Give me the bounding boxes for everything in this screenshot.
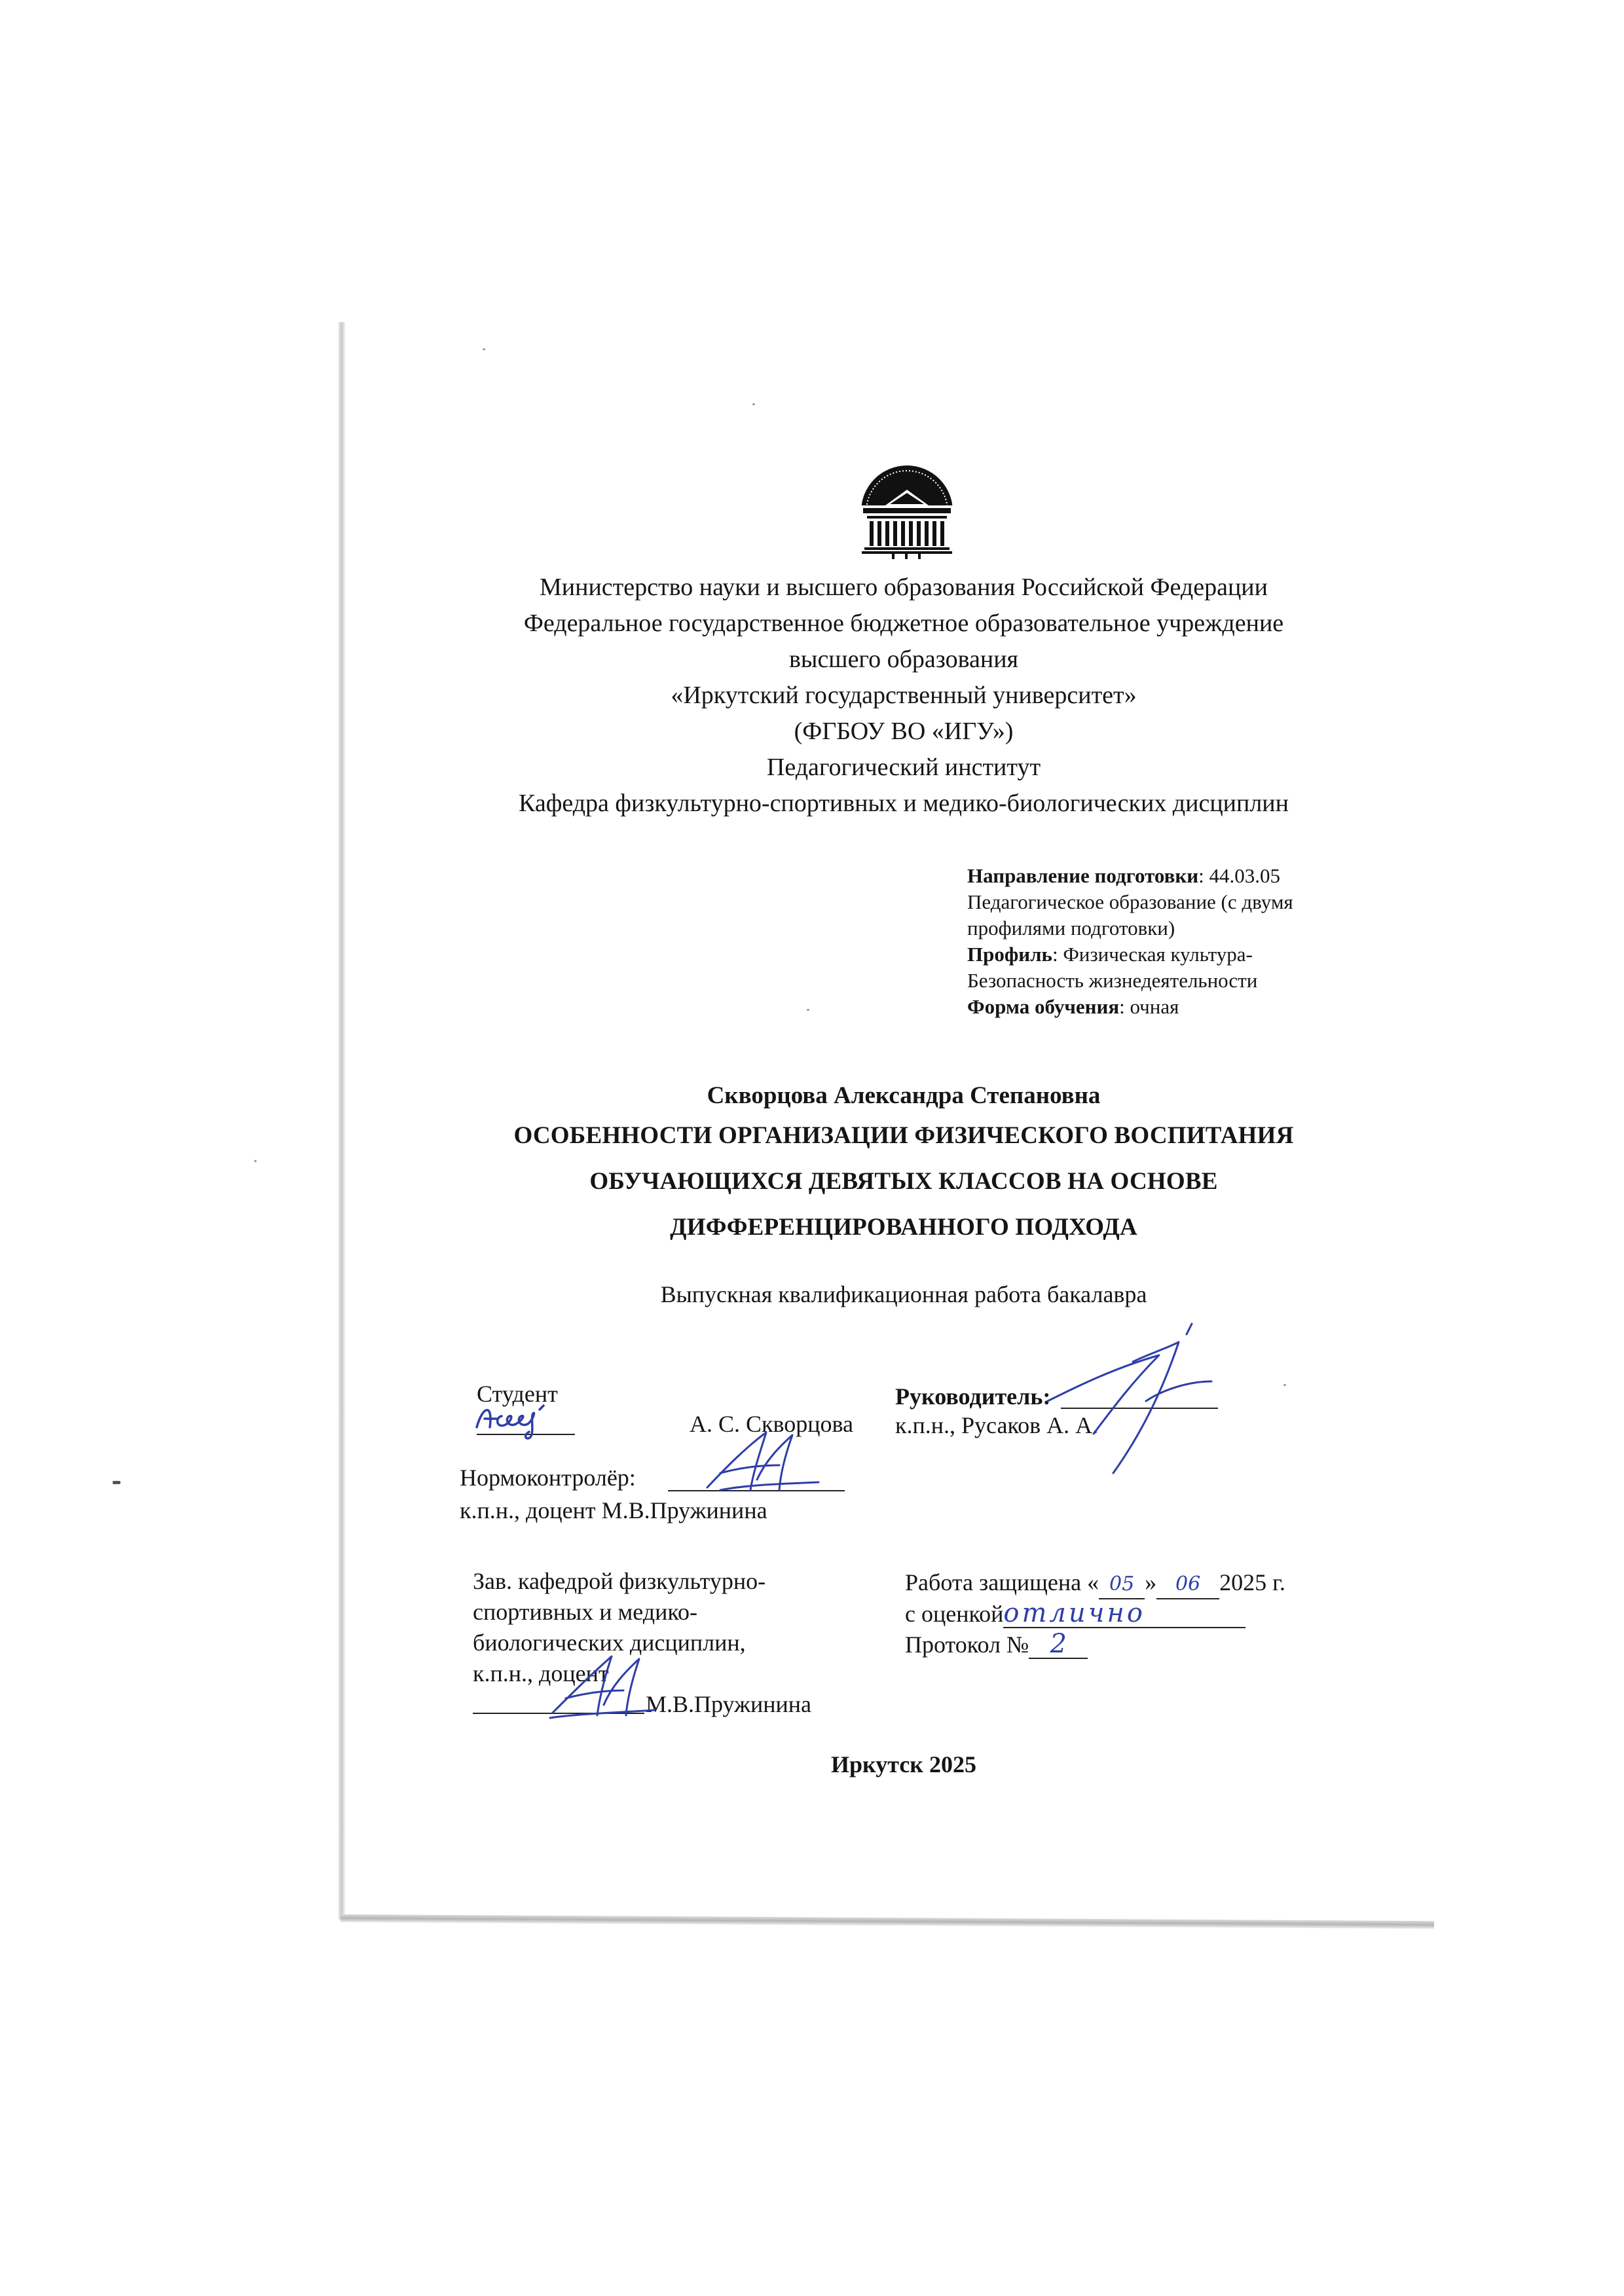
protocol-line bbox=[905, 1630, 1088, 1659]
head-title-line-3: биологических дисциплин, bbox=[473, 1630, 746, 1656]
scan-page-edge-bottom bbox=[341, 1914, 1434, 1929]
direction-name: Педагогическое образование (с двумя профилями подготовки) bbox=[967, 890, 1293, 939]
study-form-label: Форма обучения bbox=[967, 995, 1120, 1018]
institution-header bbox=[406, 570, 1401, 822]
thesis-title-line-2: ОБУЧАЮЩИХСЯ ДЕВЯТЫХ КЛАССОВ НА ОСНОВЕ bbox=[589, 1168, 1218, 1195]
institution-type-line: Федеральное государственное бюджетное образовательное учреждение bbox=[523, 610, 1284, 637]
head-title-line-4: к.п.н., доцент bbox=[473, 1660, 609, 1686]
student-label: Студент bbox=[477, 1381, 558, 1407]
supervisor-name: к.п.н., Русаков А. А. bbox=[895, 1412, 1099, 1438]
supervisor-label: Руководитель: bbox=[895, 1383, 1051, 1410]
scan-speck bbox=[483, 348, 485, 350]
scan-speck bbox=[254, 1159, 257, 1163]
scan-speck bbox=[752, 403, 755, 405]
study-form-value: : очная bbox=[1119, 995, 1179, 1018]
defense-day: 05 bbox=[1099, 1571, 1145, 1599]
work-type-block bbox=[406, 1278, 1401, 1311]
normcontrol-signature bbox=[694, 1427, 825, 1506]
study-direction-block bbox=[967, 863, 1334, 1020]
student-signature bbox=[470, 1391, 588, 1444]
defense-protected-label: Работа защищена « bbox=[905, 1569, 1099, 1595]
institute-name: Педагогический институт bbox=[766, 754, 1041, 781]
scan-speck bbox=[1283, 1384, 1286, 1386]
grade-label: с оценкой bbox=[905, 1601, 1004, 1627]
head-name: М.В.Пружинина bbox=[646, 1691, 811, 1717]
head-title-line-1: Зав. кафедрой физкультурно- bbox=[473, 1568, 766, 1594]
thesis-title-line-1: ОСОБЕННОСТИ ОРГАНИЗАЦИИ ФИЗИЧЕСКОГО ВОСПИТАНИЯ bbox=[513, 1122, 1294, 1149]
head-title-line-2: спортивных и медико- bbox=[473, 1599, 698, 1625]
city-year: Иркутск 2025 bbox=[830, 1751, 977, 1777]
direction-line bbox=[967, 863, 1334, 889]
supervisor-signature bbox=[1035, 1316, 1257, 1486]
profile-line bbox=[967, 941, 1334, 994]
student-name: А. С. Скворцова bbox=[690, 1411, 854, 1437]
university-emblem-icon bbox=[859, 464, 955, 559]
profile-label: Профиль bbox=[967, 943, 1052, 966]
direction-label: Направление подготовки bbox=[967, 864, 1199, 887]
city-year-block bbox=[406, 1748, 1401, 1781]
university-abbreviation: (ФГБОУ ВО «ИГУ») bbox=[794, 718, 1014, 745]
scan-speck bbox=[807, 1009, 809, 1011]
direction-code: : 44.03.05 bbox=[1198, 864, 1280, 887]
defense-date-line bbox=[905, 1569, 1285, 1599]
ministry-line: Министерство науки и высшего образования Российской Федерации bbox=[540, 574, 1268, 601]
scan-speck bbox=[113, 1481, 120, 1484]
grade-value: отлично bbox=[1003, 1599, 1246, 1628]
thesis-title-line-3: ДИФФЕРЕНЦИРОВАННОГО ПОДХОДА bbox=[670, 1214, 1137, 1241]
author-name: Скворцова Александра Степановна bbox=[707, 1082, 1101, 1109]
defense-year: 2025 г. bbox=[1219, 1569, 1285, 1595]
thesis-title-block bbox=[406, 1079, 1401, 1250]
protocol-number: 2 bbox=[1029, 1630, 1088, 1659]
grade-line bbox=[905, 1599, 1246, 1628]
normcontrol-label: Нормоконтролёр: bbox=[460, 1465, 636, 1491]
university-name: «Иркутский государственный университет» bbox=[671, 682, 1137, 709]
scan-page-edge-left bbox=[339, 322, 345, 1920]
defense-month: 06 bbox=[1156, 1571, 1219, 1599]
head-signature bbox=[544, 1650, 661, 1728]
defense-date-separator: » bbox=[1145, 1569, 1157, 1595]
study-form-line bbox=[967, 994, 1334, 1020]
work-type: Выпускная квалификационная работа бакалавра bbox=[660, 1281, 1147, 1307]
department-name: Кафедра физкультурно-спортивных и медико-биологических дисциплин bbox=[519, 790, 1289, 817]
normcontrol-name: к.п.н., доцент М.В.Пружинина bbox=[460, 1497, 767, 1523]
profile-value: : Физическая культура-Безопасность жизнедеятельности bbox=[967, 943, 1258, 992]
protocol-label: Протокол № bbox=[905, 1631, 1029, 1658]
institution-type-line-2: высшего образования bbox=[788, 646, 1019, 673]
